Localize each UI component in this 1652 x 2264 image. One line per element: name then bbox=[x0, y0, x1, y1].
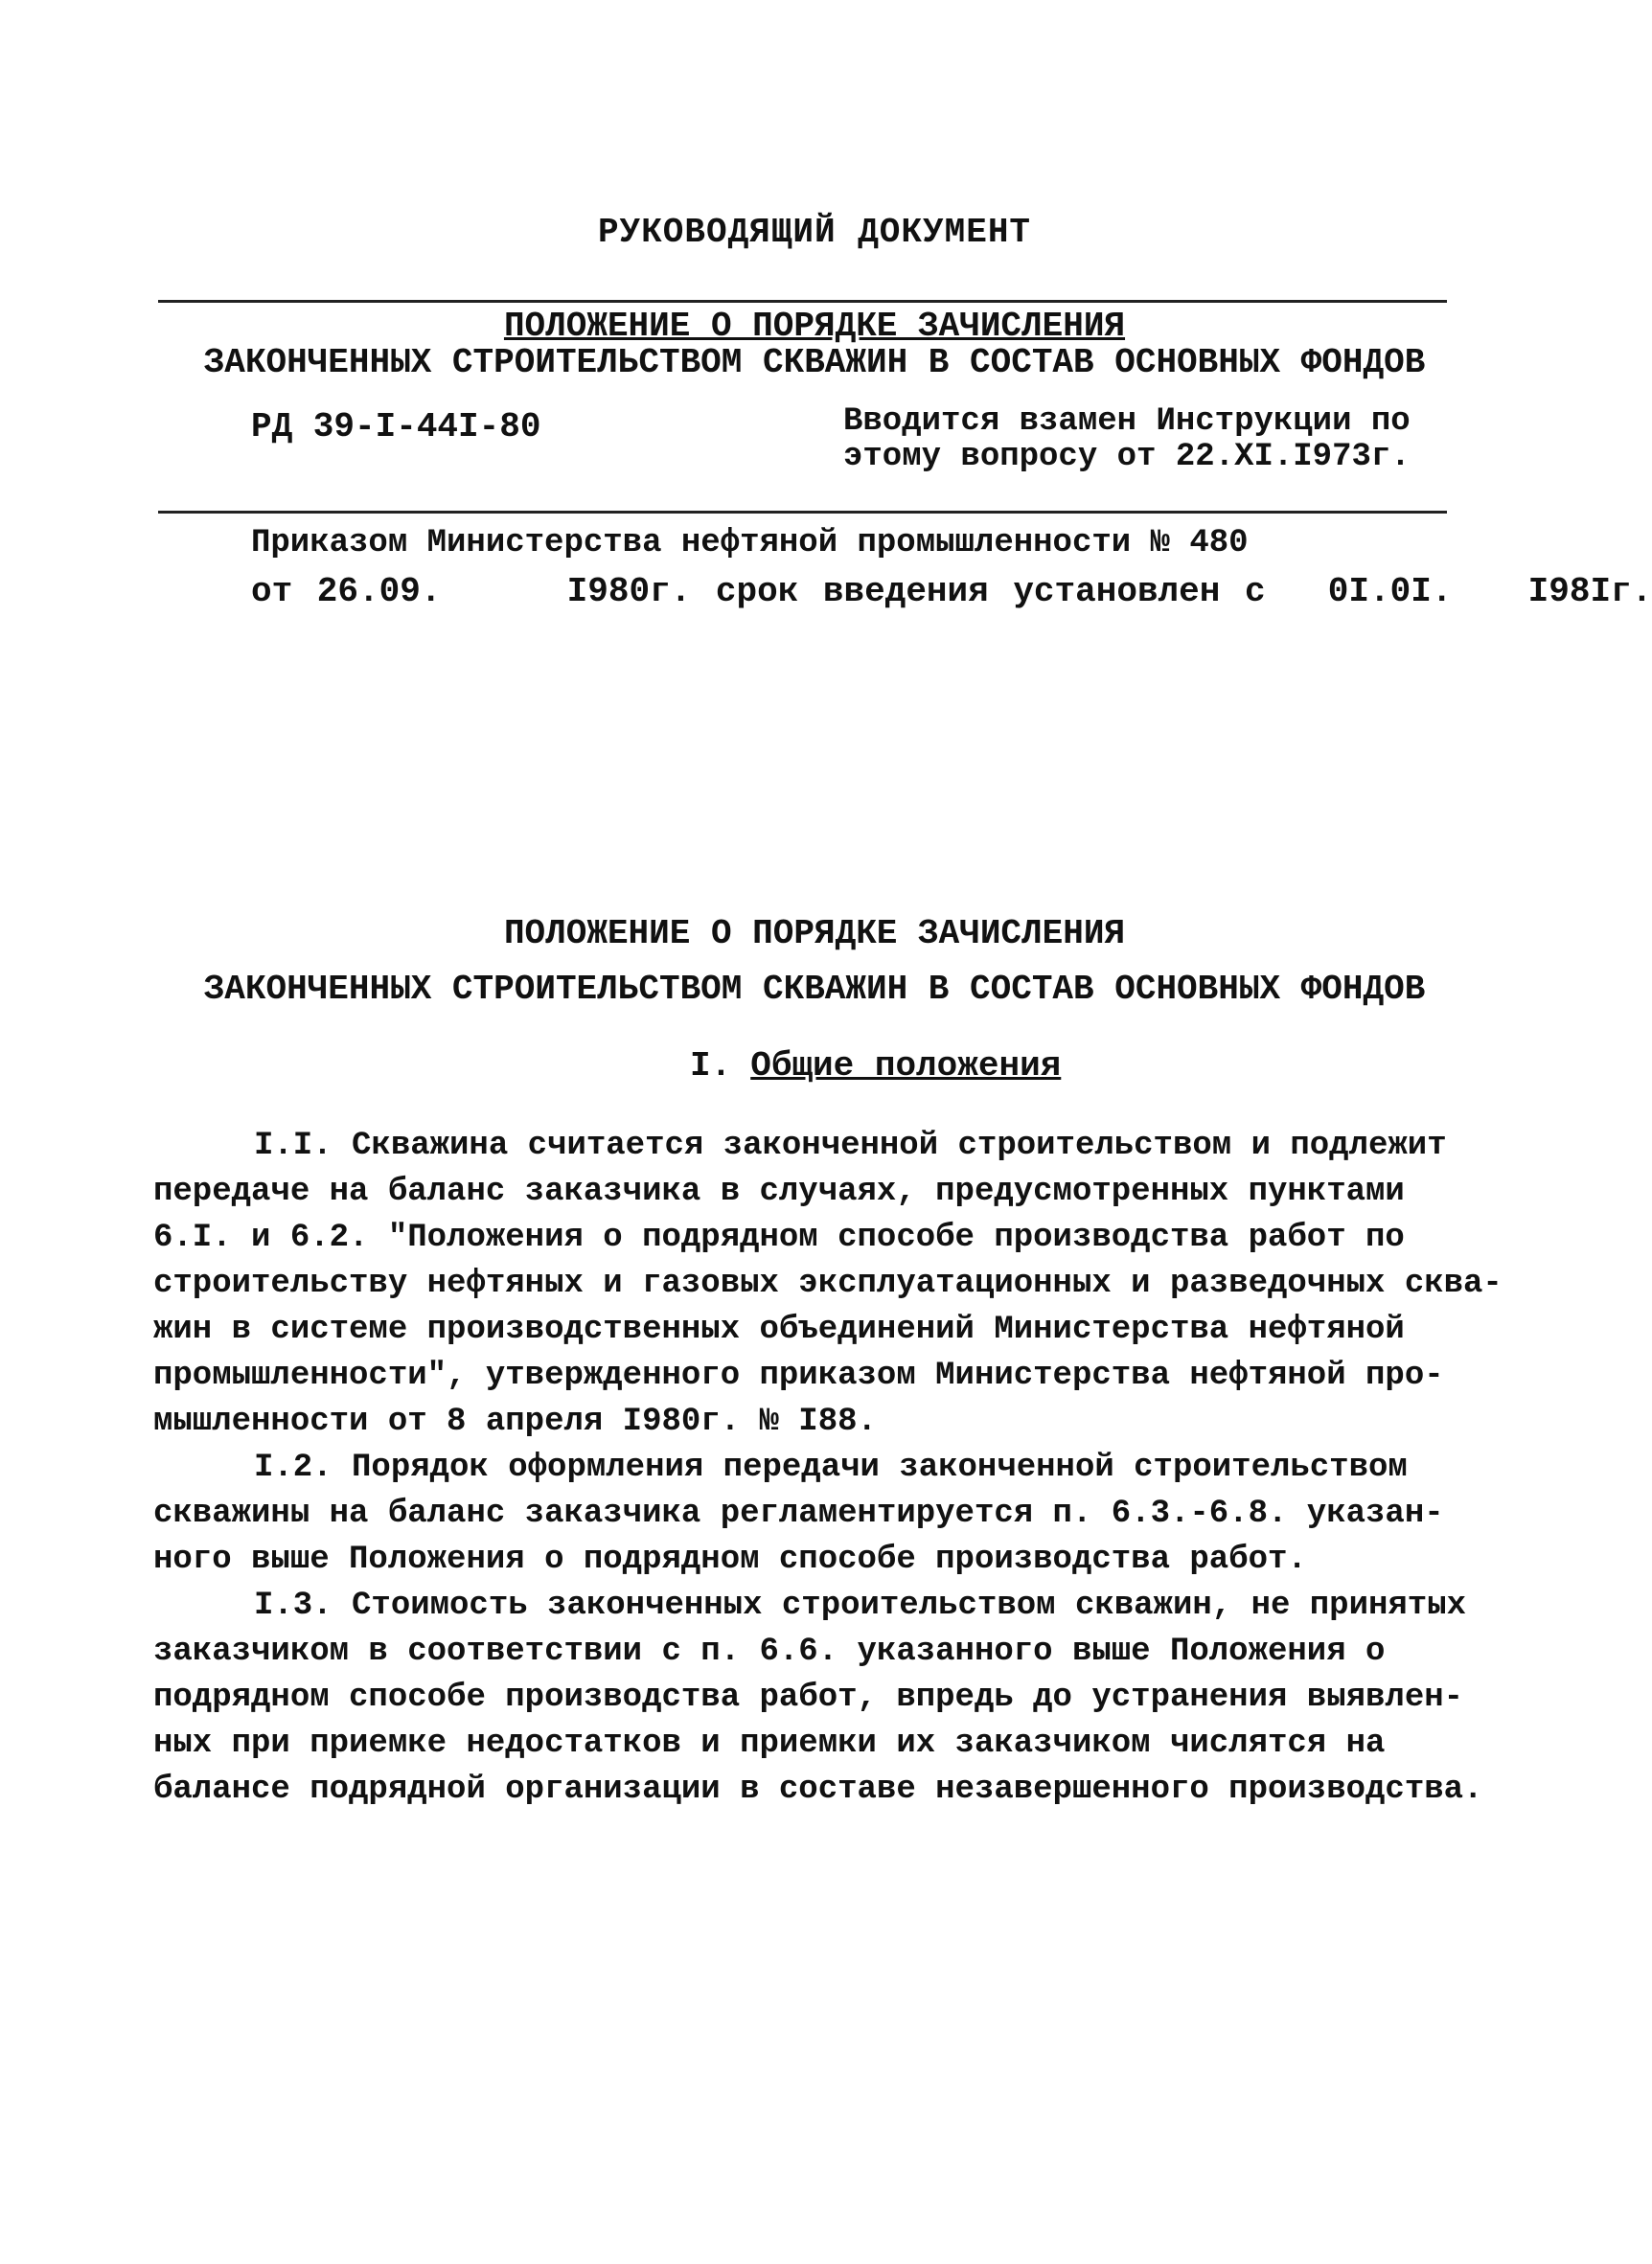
main-title bbox=[0, 906, 1629, 1018]
header-bottom-rule bbox=[158, 511, 1447, 514]
paragraph-line: мышленности от 8 апреля I980г. № I88. bbox=[153, 1404, 877, 1440]
paragraph-line: ного выше Положения о подрядном способе производства работ. bbox=[153, 1542, 1307, 1578]
paragraph-line: жин в системе производственных объединений Министерства нефтяной bbox=[153, 1312, 1405, 1348]
paragraph-line: передаче на баланс заказчика в случаях, предусмотренных пунктами bbox=[153, 1174, 1405, 1210]
document-type-heading: РУКОВОДЯЩИЙ ДОКУМЕНТ bbox=[597, 213, 1032, 252]
paragraph-line: скважины на баланс заказчика регламентируется п. 6.3.-6.8. указан- bbox=[153, 1496, 1444, 1532]
header-title-line1: ПОЛОЖЕНИЕ О ПОРЯДКЕ ЗАЧИСЛЕНИЯ bbox=[503, 307, 1126, 346]
order-line2 bbox=[251, 572, 1652, 611]
paragraph-line: I.2. Порядок оформления передачи законченной строительством bbox=[254, 1450, 1408, 1486]
header-title-line2: ЗАКОНЧЕННЫХ СТРОИТЕЛЬСТВОМ СКВАЖИН В СОСТАВ ОСНОВНЫХ ФОНДОВ bbox=[203, 343, 1426, 382]
paragraph-line: балансе подрядной организации в составе незавершенного производства. bbox=[153, 1772, 1483, 1808]
section-title: Общие положения bbox=[750, 1046, 1062, 1086]
section-number: I. bbox=[690, 1046, 732, 1086]
paragraph-line: строительству нефтяных и газовых эксплуатационных и разведочных сква- bbox=[153, 1266, 1503, 1302]
order-date: от 26.09. bbox=[251, 572, 442, 611]
section-heading bbox=[690, 1046, 1061, 1086]
replaces-line2: этому вопросу от 22.XI.I973г. bbox=[843, 439, 1411, 475]
paragraph-line: промышленности", утвержденного приказом Министерства нефтяной про- bbox=[153, 1358, 1444, 1394]
paragraph-line: подрядном способе производства работ, впредь до устранения выявлен- bbox=[153, 1680, 1464, 1716]
header-title bbox=[0, 309, 1629, 381]
header-top-rule bbox=[158, 300, 1447, 303]
paragraph-line: ных при приемке недостатков и приемки их заказчиком числятся на bbox=[153, 1726, 1386, 1762]
paragraph-1-3 bbox=[153, 1583, 1483, 1813]
main-title-line1: ПОЛОЖЕНИЕ О ПОРЯДКЕ ЗАЧИСЛЕНИЯ bbox=[503, 914, 1126, 953]
paragraph-line: I.3. Стоимость законченных строительством скважин, не принятых bbox=[254, 1588, 1467, 1624]
paragraph-1-2 bbox=[153, 1445, 1476, 1583]
order-start-year: I98Iг. bbox=[1527, 572, 1652, 611]
paragraph-1-1 bbox=[153, 1123, 1503, 1445]
main-title-line2: ЗАКОНЧЕННЫХ СТРОИТЕЛЬСТВОМ СКВАЖИН В СОСТАВ ОСНОВНЫХ ФОНДОВ bbox=[203, 970, 1426, 1009]
replaces-note bbox=[843, 404, 1411, 475]
paragraph-line: I.I. Скважина считается законченной строительством и подлежит bbox=[254, 1128, 1447, 1164]
paragraph-line: заказчиком в соответствии с п. 6.6. указанного выше Положения о bbox=[153, 1634, 1386, 1670]
replaces-line1: Вводится взамен Инструкции по bbox=[843, 403, 1411, 440]
order-start-date: 0I.0I. bbox=[1327, 572, 1453, 611]
paragraph-line: 6.I. и 6.2. "Положения о подрядном способе производства работ по bbox=[153, 1220, 1405, 1256]
order-year-text: I980г. срок введения установлен с bbox=[566, 572, 1266, 611]
document-code: РД 39-I-44I-80 bbox=[251, 407, 541, 446]
order-line1: Приказом Министерства нефтяной промышленности № 480 bbox=[251, 525, 1249, 561]
